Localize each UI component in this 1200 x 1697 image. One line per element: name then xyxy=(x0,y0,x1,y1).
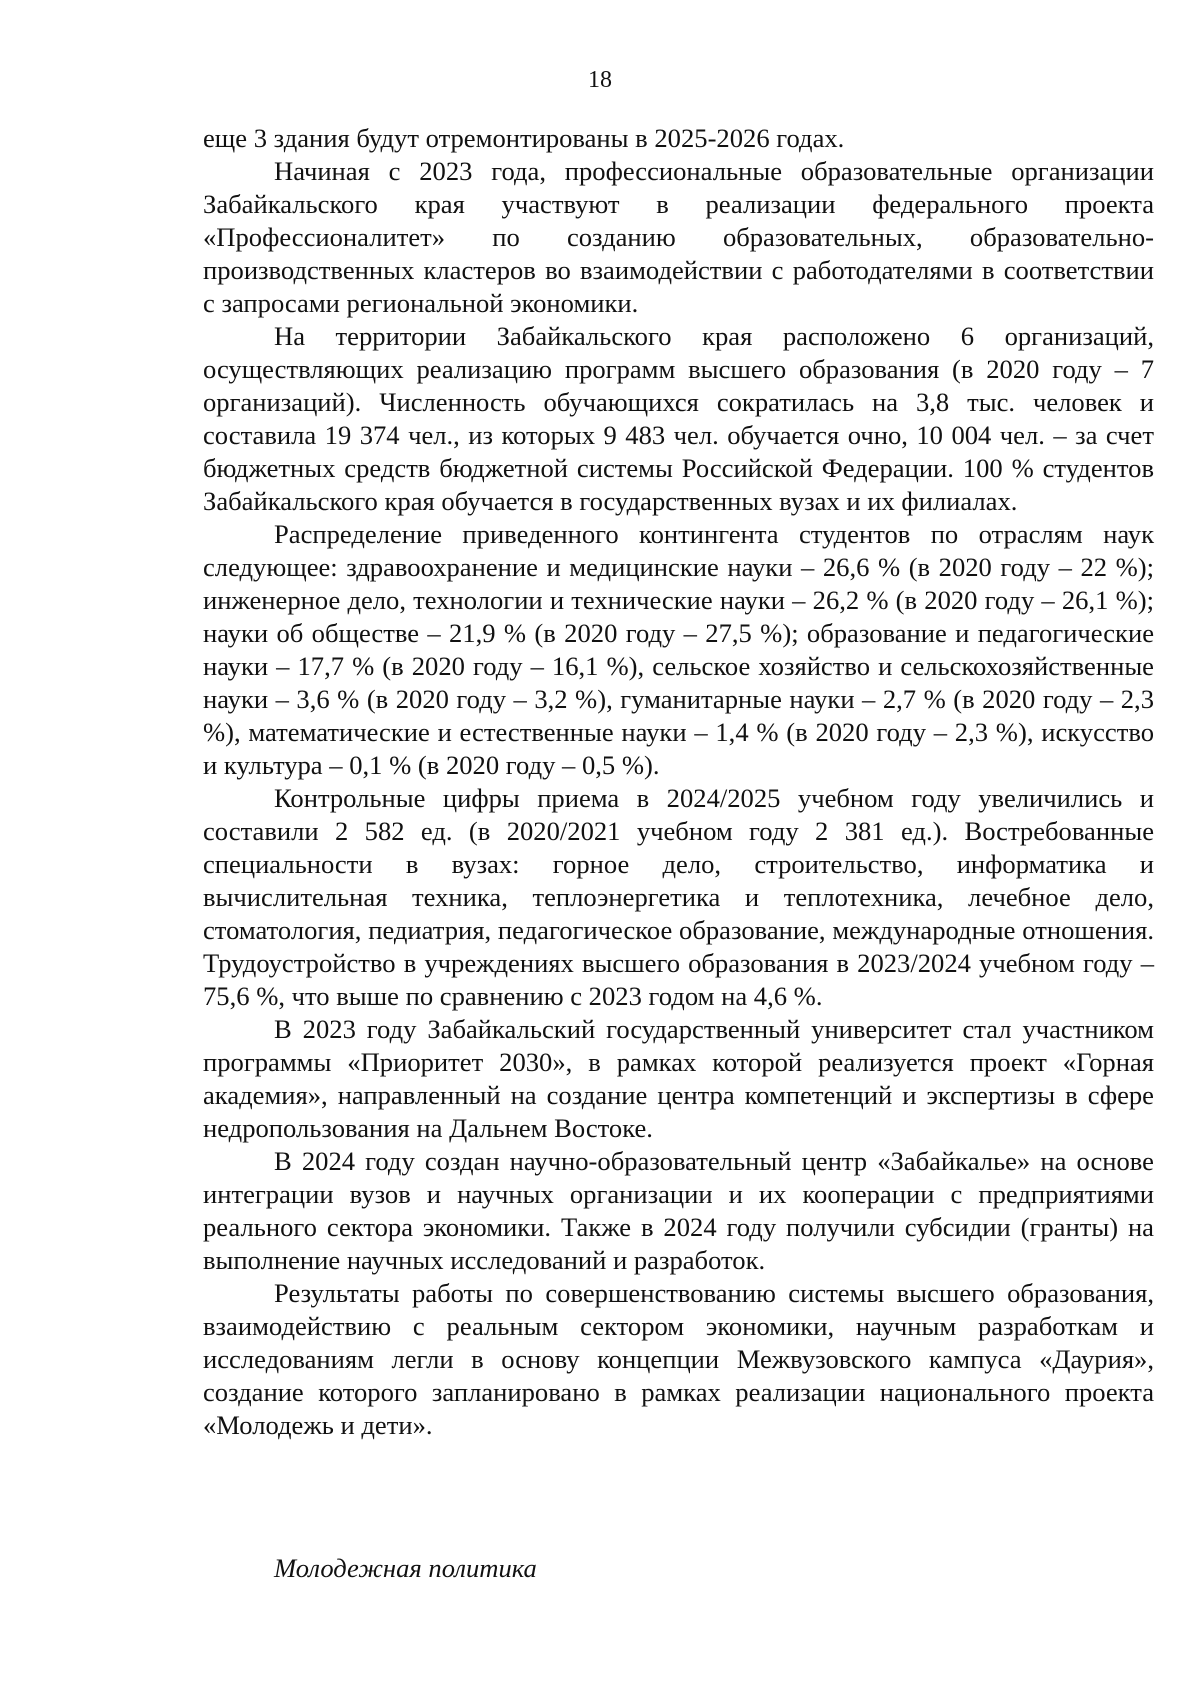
section-heading: Молодежная политика xyxy=(274,1553,537,1583)
document-body xyxy=(203,122,1154,1442)
paragraph-student-distribution: Распределение приведенного контингента студентов по отраслям наук следующее: здравоохранение и медицинские науки – 26,6 % (в 2020 году – 22 %); инженерное дело, технологии и технические науки – 26,2 % (в 2020 году – 26,1 %); науки об обществе – 21,9 % (в 2020 году – 27,5 %); образование и педагогические науки – 17,7 % (в 2020 году – 16,1 %), сельское хозяйство и сельскохозяйственные науки – 3,6 % (в 2020 году – 3,2 %), гуманитарные науки – 2,7 % (в 2020 году – 2,3 %), математические и естественные науки – 1,4 % (в 2020 году – 2,3 %), искусство и культура – 0,1 % (в 2020 году – 0,5 %). xyxy=(203,519,1154,780)
paragraph-priority-2030: В 2023 году Забайкальский государственный университет стал участником программы «Приоритет 2030», в рамках которой реализуется проект «Горная академия», направленный на создание центра компетенций и экспертизы в сфере недропользования на Дальнем Востоке. xyxy=(203,1014,1154,1143)
paragraph-professionalitet: Начиная с 2023 года, профессиональные образовательные организации Забайкальского края участвуют в реализации федерального проекта «Профессионалитет» по созданию образовательных, образовательно-производственных кластеров во взаимодействии с работодателями в соответствии с запросами региональной экономики. xyxy=(203,156,1154,318)
paragraph-continued: еще 3 здания будут отремонтированы в 2025-2026 годах. xyxy=(203,123,845,153)
paragraph-higher-education-organizations: На территории Забайкальского края расположено 6 организаций, осуществляющих реализацию программ высшего образования (в 2020 году – 7 организаций). Численность обучающихся сократилась на 3,8 тыс. человек и составила 19 374 чел., из которых 9 483 чел. обучается очно, 10 004 чел. – за счет бюджетных средств бюджетной системы Российской Федерации. 100 % студентов Забайкальского края обучается в государственных вузах и их филиалах. xyxy=(203,321,1154,516)
paragraph-research-center: В 2024 году создан научно-образовательный центр «Забайкалье» на основе интеграции вузов и научных организации и их кооперации с предприятиями реального сектора экономики. Также в 2024 году получили субсидии (гранты) на выполнение научных исследований и разработок. xyxy=(203,1146,1154,1275)
paragraph-admission-figures: Контрольные цифры приема в 2024/2025 учебном году увеличились и составили 2 582 ед. (в 2020/2021 учебном году 2 381 ед.). Востребованные специальности в вузах: горное дело, строительство, информатика и вычислительная техника, теплоэнергетика и теплотехника, лечебное дело, стоматология, педиатрия, педагогическое образование, международные отношения. Трудоустройство в учреждениях высшего образования в 2023/2024 учебном году – 75,6 %, что выше по сравнению с 2023 годом на 4,6 %. xyxy=(203,783,1154,1011)
page-number: 18 xyxy=(588,67,612,93)
paragraph-dauria-campus: Результаты работы по совершенствованию системы высшего образования, взаимодействию с реальным сектором экономики, научным разработкам и исследованиям легли в основу концепции Межвузовского кампуса «Даурия», создание которого запланировано в рамках реализации национального проекта «Молодежь и дети». xyxy=(203,1278,1154,1440)
